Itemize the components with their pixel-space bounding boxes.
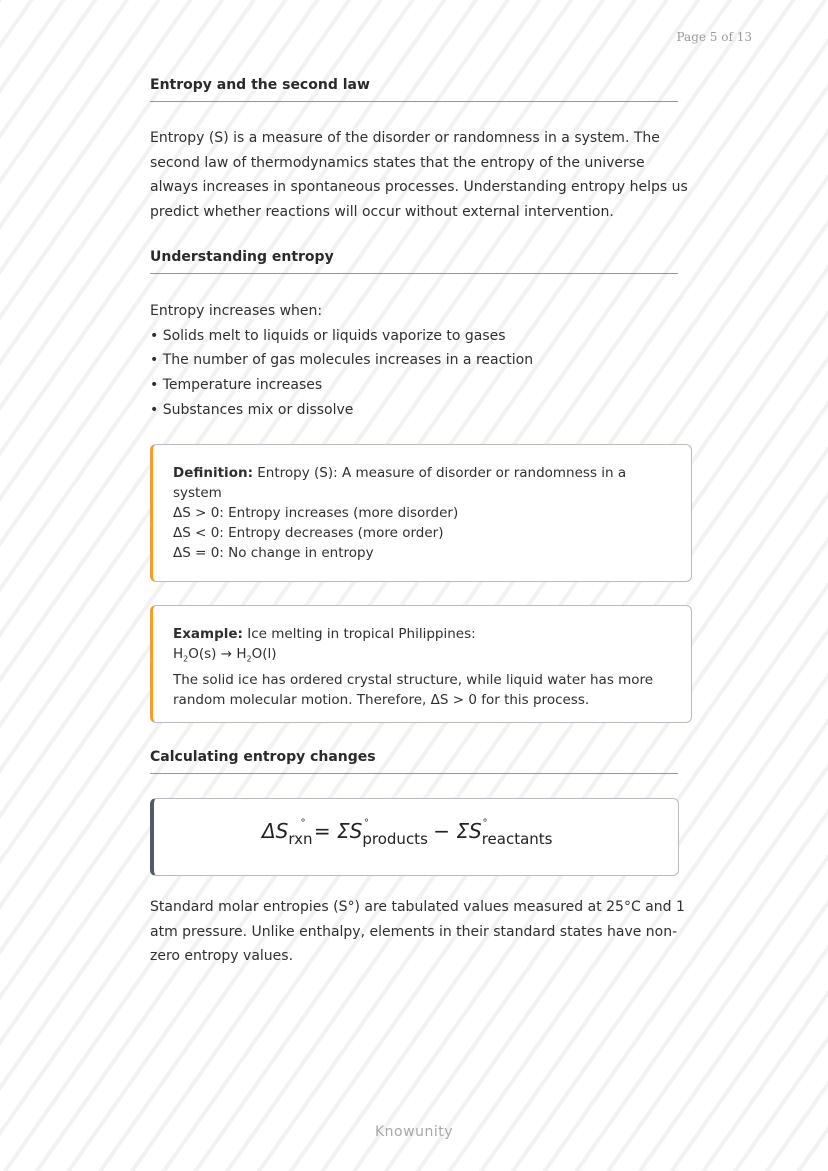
list-item: • The number of gas molecules increases in a reaction: [150, 352, 534, 369]
list-item: • Substances mix or dissolve: [150, 401, 354, 418]
section-heading-understanding-entropy: Understanding entropy: [150, 249, 678, 274]
list-item: • Solids melt to liquids or liquids vaporize to gases: [150, 327, 506, 344]
formula-lhs: ΔS: [262, 819, 289, 843]
paragraph-line: second law of thermodynamics states that the entropy of the universe: [150, 154, 645, 171]
section-heading-entropy-second-law: Entropy and the second law: [150, 77, 678, 102]
page-number: Page 5 of 13: [676, 30, 752, 44]
example-label: Example:: [173, 626, 243, 642]
example-equation: [173, 644, 691, 670]
eq-part: O(s) → H: [188, 646, 247, 662]
eq-part: O(l): [251, 646, 277, 662]
formula-sum-reactants: ΣS: [456, 819, 482, 843]
paragraph-line: predict whether reactions will occur without external intervention.: [150, 204, 614, 221]
example-line: random molecular motion. Therefore, ΔS > 0 for this process.: [173, 691, 590, 708]
example-callout: [150, 605, 692, 723]
paragraph-line: atm pressure. Unlike enthalpy, elements in their standard states have non-: [150, 923, 678, 940]
paragraph-line: Entropy (S) is a measure of the disorder or randomness in a system. The: [150, 130, 660, 146]
formula-degree: °: [363, 818, 369, 829]
definition-line: ΔS = 0: No change in entropy: [173, 545, 374, 561]
formula-degree: °: [300, 818, 306, 829]
example-line: The solid ice has ordered crystal structure, while liquid water has more: [173, 671, 654, 688]
section-heading-calculating-entropy: Calculating entropy changes: [150, 749, 678, 774]
formula-minus: −: [433, 819, 451, 843]
paragraph-line: zero entropy values.: [150, 948, 294, 965]
paragraph-line: Standard molar entropies (S°) are tabulated values measured at 25°C and 1: [150, 899, 685, 915]
example-text: Ice melting in tropical Philippines:: [242, 626, 476, 642]
definition-label: Definition:: [173, 465, 253, 481]
formula-subscript: reactants: [481, 830, 553, 848]
eq-subscript: 2: [183, 654, 189, 664]
definition-line: ΔS < 0: Entropy decreases (more order): [173, 525, 444, 541]
eq-subscript: 2: [246, 654, 252, 664]
formula-subscript: products: [362, 830, 428, 848]
eq-part: H: [173, 646, 184, 662]
formula-subscript: rxn: [288, 830, 313, 848]
footer-brand: Knowunity: [375, 1124, 453, 1140]
formula-degree: °: [482, 818, 488, 829]
list-intro: Entropy increases when:: [150, 303, 323, 319]
list-item: • Temperature increases: [150, 377, 323, 394]
formula-sum-products: ΣS: [337, 819, 363, 843]
paragraph-entropy-intro: [150, 126, 688, 225]
entropy-formula: [262, 818, 553, 848]
definition-line: system: [173, 485, 222, 501]
definition-text: Entropy (S): A measure of disorder or randomness in a: [252, 465, 627, 481]
paragraph-line: always increases in spontaneous processes. Understanding entropy helps us: [150, 179, 688, 196]
definition-callout: [150, 444, 692, 582]
formula-box: [150, 798, 679, 876]
formula-equals: =: [313, 819, 331, 843]
paragraph-standard-entropies: [150, 895, 685, 969]
definition-line: ΔS > 0: Entropy increases (more disorder): [173, 505, 459, 521]
bullet-list-entropy-increases: [150, 299, 680, 423]
